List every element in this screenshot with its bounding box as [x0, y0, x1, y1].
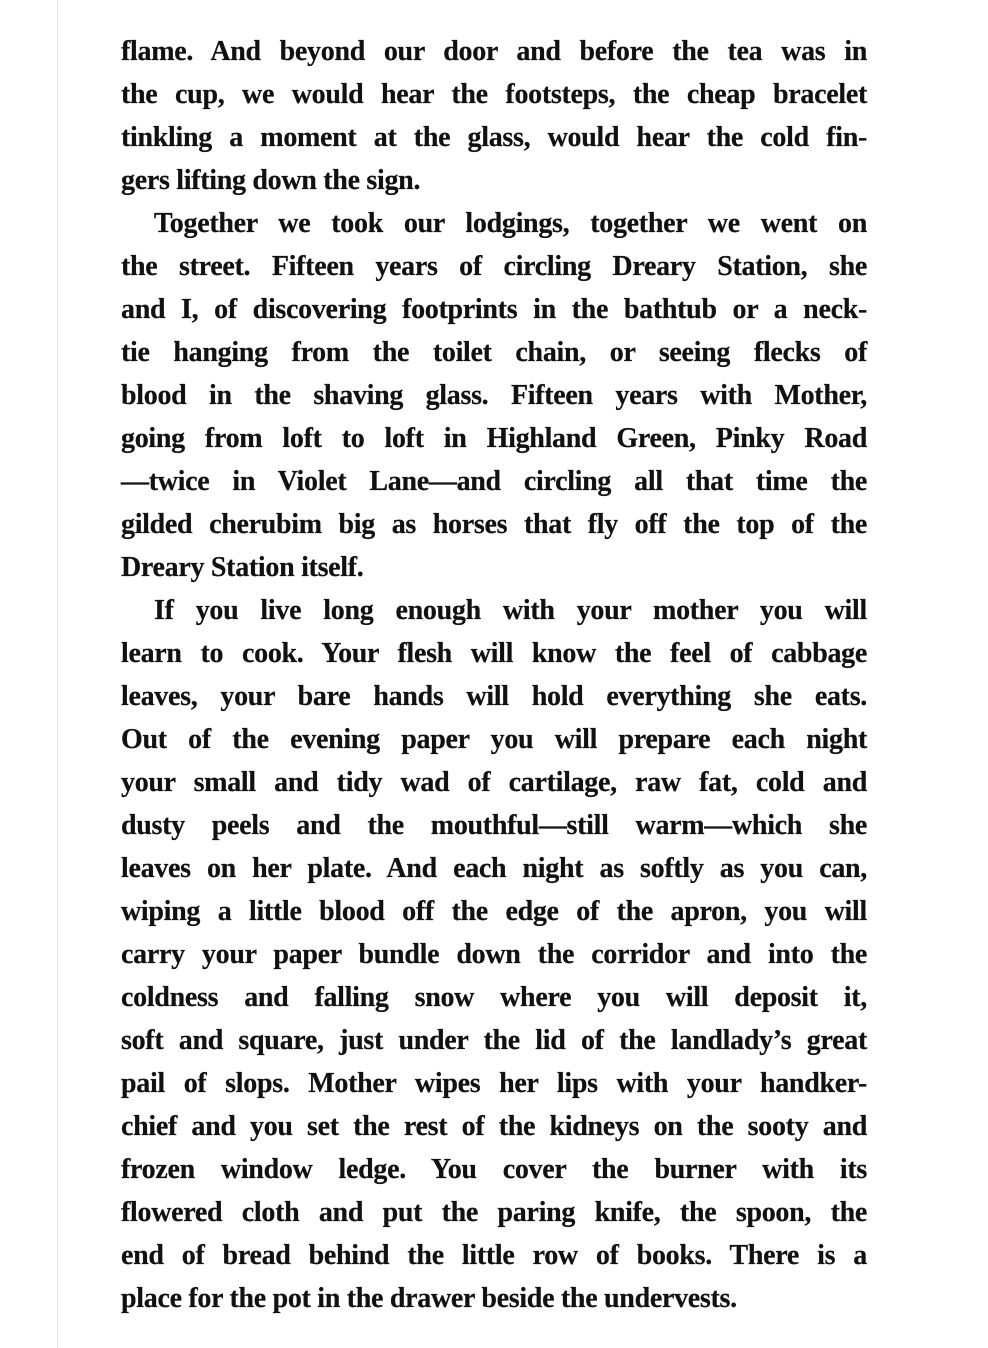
text-line: Out of the evening paper you will prepare each night [121, 724, 867, 755]
text-line: going from loft to loft in Highland Green, Pinky Road [121, 423, 867, 454]
text-line: the street. Fifteen years of circling Dreary Station, she [121, 251, 867, 282]
page-edge-divider [57, 0, 58, 1348]
text-line: flame. And beyond our door and before the tea was in [121, 36, 867, 67]
text-line: place for the pot in the drawer beside the undervests. [121, 1283, 737, 1314]
text-line: Together we took our lodgings, together we went on [154, 208, 867, 239]
text-line: flowered cloth and put the paring knife, the spoon, the [121, 1197, 867, 1228]
text-line: your small and tidy wad of cartilage, raw fat, cold and [121, 767, 867, 798]
text-line: soft and square, just under the lid of the landlady’s great [121, 1025, 867, 1056]
text-line: pail of slops. Mother wipes her lips with your handker- [121, 1068, 867, 1099]
text-line: frozen window ledge. You cover the burner with its [121, 1154, 867, 1185]
text-line: the cup, we would hear the footsteps, the cheap bracelet [121, 79, 867, 110]
text-line: coldness and falling snow where you will deposit it, [121, 982, 867, 1013]
paragraph [121, 589, 867, 1320]
text-line: and I, of discovering footprints in the bathtub or a neck- [121, 294, 867, 325]
text-line: end of bread behind the little row of books. There is a [121, 1240, 867, 1271]
text-line: blood in the shaving glass. Fifteen years with Mother, [121, 380, 867, 411]
text-line: carry your paper bundle down the corridor and into the [121, 939, 867, 970]
text-line: learn to cook. Your flesh will know the feel of cabbage [121, 638, 867, 669]
text-line: leaves, your bare hands will hold everything she eats. [121, 681, 867, 712]
text-line: tinkling a moment at the glass, would hear the cold fin- [121, 122, 867, 153]
text-line: wiping a little blood off the edge of the apron, you will [121, 896, 867, 927]
text-line: gers lifting down the sign. [121, 165, 421, 196]
text-line: tie hanging from the toilet chain, or seeing flecks of [121, 337, 867, 368]
text-line: chief and you set the rest of the kidneys on the sooty and [121, 1111, 867, 1142]
text-line: gilded cherubim big as horses that fly off the top of the [121, 509, 867, 540]
paragraph [121, 30, 867, 202]
text-line: If you live long enough with your mother you will [154, 595, 867, 626]
text-line: Dreary Station itself. [121, 552, 364, 583]
book-page-text [121, 30, 867, 1320]
paragraph [121, 202, 867, 589]
text-line: leaves on her plate. And each night as softly as you can, [121, 853, 867, 884]
text-line: —twice in Violet Lane—and circling all that time the [121, 466, 867, 497]
text-line: dusty peels and the mouthful—still warm—which she [121, 810, 867, 841]
